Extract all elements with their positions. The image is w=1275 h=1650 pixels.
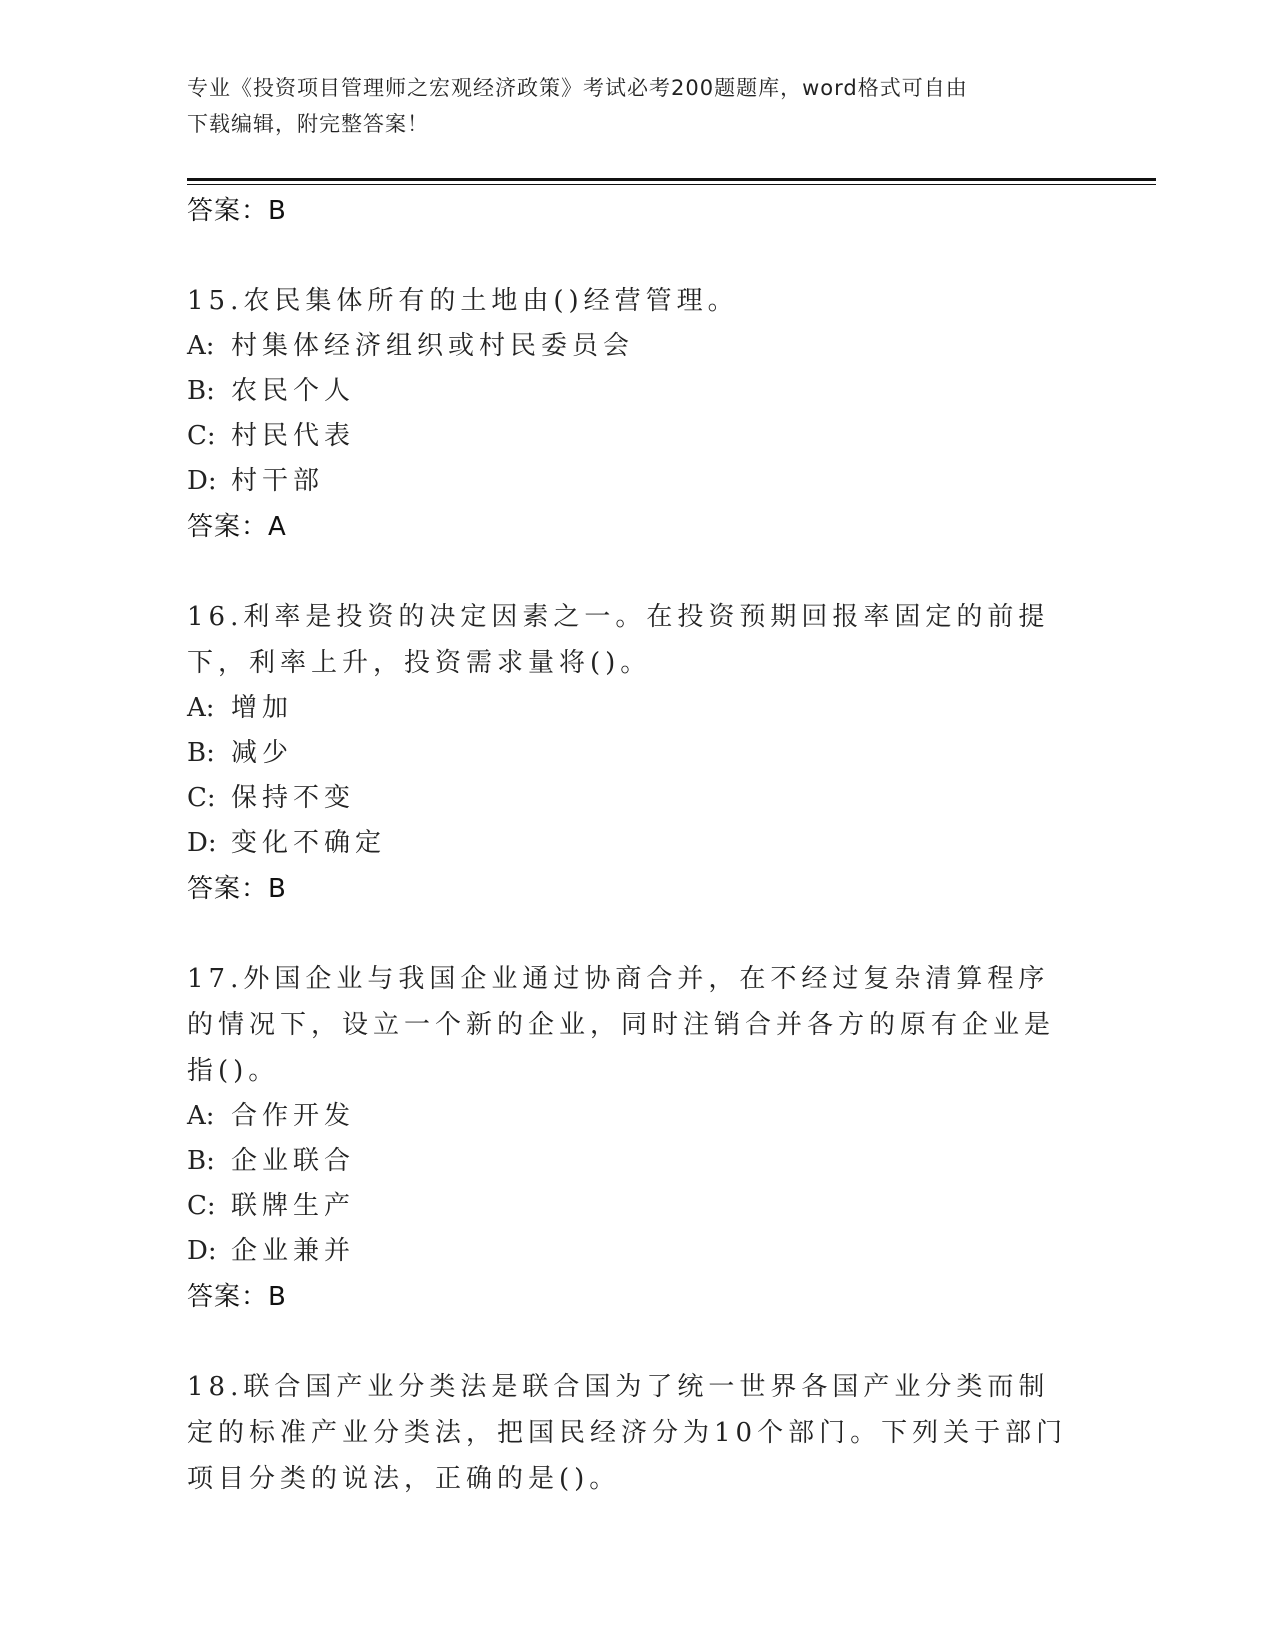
document-header: [187, 70, 1087, 142]
option-a: [187, 324, 1077, 369]
option-text: 变化不确定: [231, 828, 387, 858]
option-key: D:: [187, 1236, 217, 1266]
option-d: [187, 459, 1077, 504]
option-text: 企业兼并: [231, 1236, 356, 1266]
option-b: [187, 369, 1077, 414]
question-list: [187, 188, 1077, 1502]
option-b: [187, 1139, 1077, 1184]
option-text: 村集体经济组织或村民委员会: [231, 331, 635, 361]
option-text: 增加: [231, 693, 294, 723]
answer: 答案：B: [187, 1282, 287, 1312]
option-c: [187, 776, 1077, 821]
question-15: [187, 278, 1077, 550]
option-key: C:: [187, 421, 216, 451]
answer: 答案：B: [187, 874, 287, 904]
option-key: A:: [187, 1101, 215, 1131]
option-key: B:: [187, 738, 215, 768]
option-key: B:: [187, 1146, 215, 1176]
header-line-1: 专业《投资项目管理师之宏观经济政策》考试必考200题题库，word格式可自由: [187, 76, 968, 100]
option-a: [187, 1094, 1077, 1139]
answer: 答案：A: [187, 512, 287, 542]
previous-answer: 答案：B: [187, 196, 287, 226]
option-d: [187, 821, 1077, 866]
option-c: [187, 1184, 1077, 1229]
option-key: D:: [187, 828, 217, 858]
option-text: 农民个人: [231, 376, 356, 406]
question-stem: 18.联合国产业分类法是联合国为了统一世界各国产业分类而制定的标准产业分类法，把国民经济分为10个部门。下列关于部门项目分类的说法，正确的是()。: [187, 1372, 1068, 1494]
option-text: 减少: [231, 738, 294, 768]
question-stem: 17.外国企业与我国企业通过协商合并，在不经过复杂清算程序的情况下，设立一个新的企业，同时注销合并各方的原有企业是指()。: [187, 964, 1056, 1086]
question-stem: 15.农民集体所有的土地由()经营管理。: [187, 286, 739, 316]
question-17: [187, 956, 1077, 1320]
question-16: [187, 594, 1077, 912]
question-stem: 16.利率是投资的决定因素之一。在投资预期回报率固定的前提下，利率上升，投资需求量将()。: [187, 602, 1050, 678]
option-a: [187, 686, 1077, 731]
header-rule-thick: [187, 178, 1156, 181]
option-text: 合作开发: [231, 1101, 356, 1131]
option-b: [187, 731, 1077, 776]
header-rule-thin: [187, 184, 1156, 185]
option-text: 村民代表: [231, 421, 356, 451]
option-key: A:: [187, 693, 215, 723]
option-c: [187, 414, 1077, 459]
option-text: 企业联合: [231, 1146, 356, 1176]
option-text: 联牌生产: [231, 1191, 356, 1221]
option-key: C:: [187, 1191, 216, 1221]
option-key: D:: [187, 466, 217, 496]
option-key: A:: [187, 331, 215, 361]
option-text: 保持不变: [231, 783, 356, 813]
option-key: B:: [187, 376, 215, 406]
option-d: [187, 1229, 1077, 1274]
option-key: C:: [187, 783, 216, 813]
question-18: [187, 1364, 1077, 1502]
option-text: 村干部: [231, 466, 325, 496]
header-line-2: 下载编辑，附完整答案！: [187, 112, 429, 136]
